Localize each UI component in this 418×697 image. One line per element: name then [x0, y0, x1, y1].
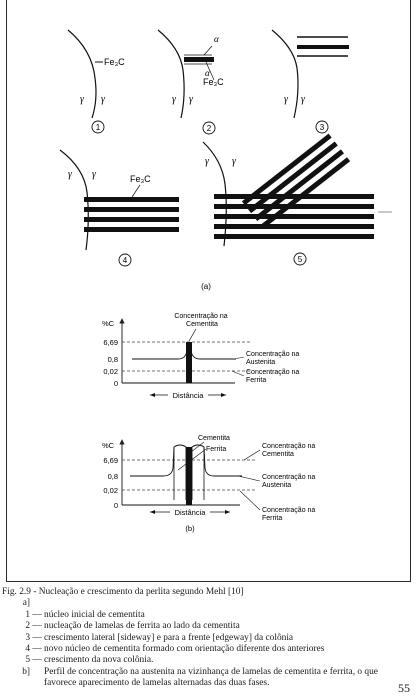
cementite-lamella	[186, 447, 192, 505]
y-tick-label: 6,69	[103, 456, 118, 465]
cementite-lamella	[186, 342, 192, 383]
gamma-label: γ	[205, 156, 209, 167]
gamma-label: γ	[284, 94, 288, 105]
gamma-label: γ	[232, 156, 236, 167]
caption-item-dash: —	[32, 644, 42, 655]
annotation-cementita: Cementita	[198, 435, 230, 442]
step-1-diagram	[68, 30, 125, 133]
fe3c-label: Fe₃C	[104, 57, 125, 67]
step-number: 3	[319, 123, 325, 132]
caption-item-number: 2	[25, 621, 30, 632]
panel-a-caption: (a)	[201, 282, 211, 291]
step-number: 1	[95, 123, 101, 132]
gamma-label: γ	[189, 94, 193, 105]
step-5-diagram	[203, 134, 392, 265]
y-axis-label: %C	[102, 319, 115, 328]
y-axis-label: %C	[102, 441, 115, 450]
caption-item	[2, 621, 412, 632]
caption-item-text: nucleação de lamelas de ferrita ao lado da cementita	[44, 621, 240, 632]
y-tick-label: 0,02	[103, 367, 118, 376]
gamma-label: γ	[68, 169, 72, 180]
step-4-diagram	[60, 150, 179, 266]
gamma-label: γ	[101, 94, 105, 105]
step-number: 4	[122, 256, 128, 265]
annotation-austenite: Concentração na Austenita	[246, 351, 300, 366]
x-axis-label: Distância	[174, 508, 206, 517]
concentration-chart-2	[102, 435, 317, 533]
y-tick-label: 0	[113, 379, 118, 388]
x-axis-label: Distância	[172, 391, 204, 400]
y-tick-label: 6,69	[103, 338, 118, 347]
caption-item-text: crescimento lateral [sideway] e para a frente [edgeway] da colônia	[44, 632, 294, 643]
caption-item-number: 4	[25, 644, 30, 655]
annotation-cementite: Concentração na Cementita	[174, 313, 228, 328]
caption-item-dash: —	[32, 621, 42, 632]
y-tick-label: 0,8	[107, 472, 118, 481]
panel-a	[60, 30, 392, 291]
caption-item-text: Perfil de concentração na austenita na vizinhança de lamelas de cementita e ferrita, o que favorece aparecimento de lamelas alternadas das duas fases.	[44, 666, 378, 689]
step-2-diagram	[158, 30, 224, 134]
caption-item	[2, 644, 412, 655]
fe3c-label: Fe₃C	[130, 174, 151, 184]
y-tick-label: 0,8	[107, 355, 118, 364]
austenite-profile-line	[132, 342, 236, 359]
gamma-label: γ	[92, 169, 96, 180]
step-number: 2	[206, 124, 212, 133]
caption-item	[2, 598, 412, 609]
figure-caption	[2, 587, 412, 690]
alpha-label: α	[205, 68, 210, 78]
y-tick-label: 0	[113, 501, 118, 510]
caption-item-text: crescimento da nova colônia.	[44, 655, 154, 666]
gamma-label: γ	[80, 94, 84, 105]
gamma-label: γ	[301, 94, 305, 105]
caption-item-number: 3	[25, 632, 30, 643]
caption-item-dash	[30, 667, 44, 690]
caption-item-dash: —	[32, 632, 42, 643]
caption-item	[2, 610, 412, 621]
step-3-diagram	[272, 30, 349, 133]
panel-b-caption: (b)	[185, 524, 195, 533]
concentration-chart-1	[102, 313, 301, 400]
caption-title: Fig. 2.9 - Nucleação e crescimento da perlita segundo Mehl [10]	[2, 587, 244, 597]
annotation-cementite-concentration: Concentração na Cementita	[262, 443, 316, 458]
caption-item-number: 1	[25, 609, 30, 620]
page-number: 55	[398, 681, 410, 695]
caption-item-number: a]	[22, 598, 30, 609]
caption-item	[2, 655, 412, 666]
annotation-ferrite-concentration: Concentração na Ferrita	[262, 507, 316, 522]
caption-item-text: novo núcleo de cementita formado com orientação diferente dos anteriores	[44, 644, 325, 655]
caption-item-text: núcleo inicial de cementita	[44, 609, 145, 620]
caption-item	[2, 633, 412, 644]
y-tick-label: 0,02	[103, 486, 118, 495]
caption-item	[2, 667, 412, 690]
caption-item-number: b]	[22, 666, 30, 677]
annotation-austenite-concentration: Concentração na Austenita	[262, 474, 316, 489]
caption-item-number: 5	[25, 655, 30, 666]
caption-item-dash: —	[32, 609, 42, 620]
caption-item-dash: —	[32, 655, 42, 666]
alpha-label: α	[214, 34, 219, 44]
step-number: 5	[297, 255, 303, 264]
annotation-ferrite: Concentração na Ferrita	[246, 369, 300, 384]
fe3c-label: Fe₃C	[203, 77, 224, 87]
annotation-ferrita: Ferrita	[206, 446, 227, 453]
gamma-label: γ	[172, 94, 176, 105]
